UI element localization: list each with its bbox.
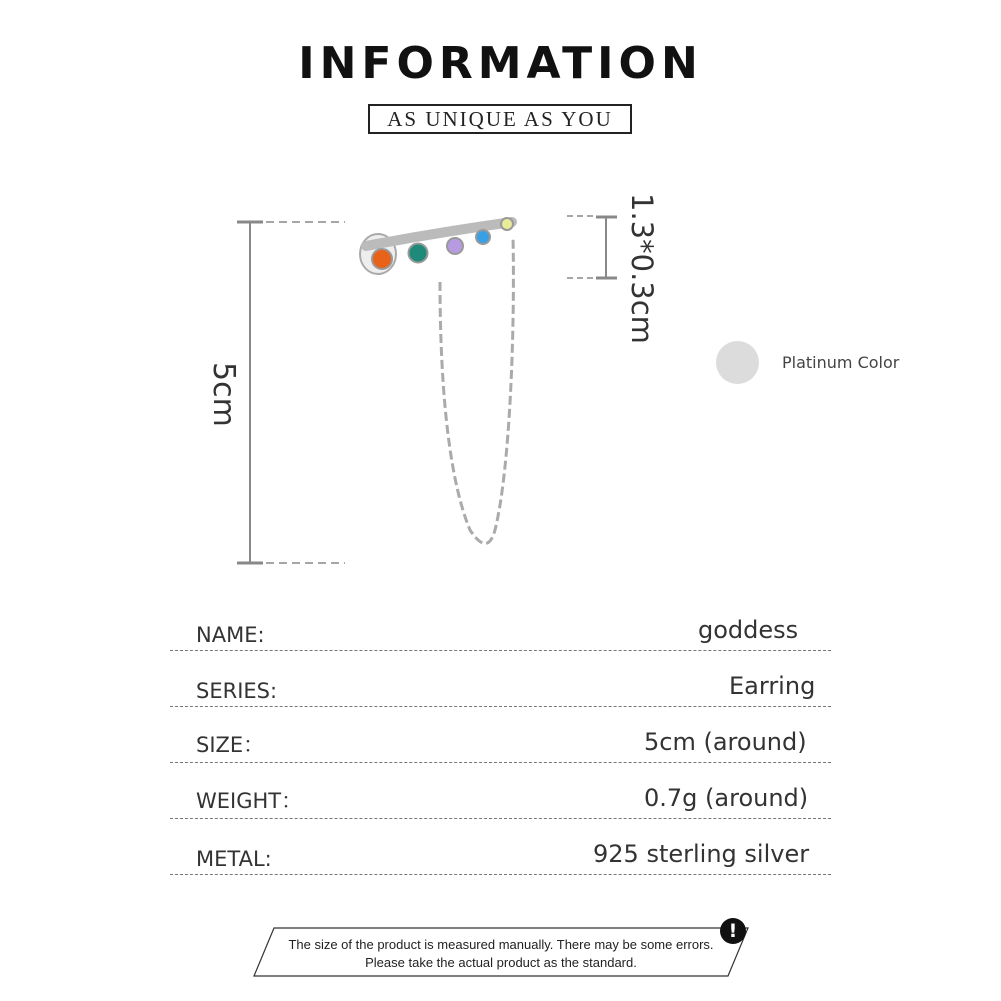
height-label: 5cm	[206, 362, 241, 427]
spec-row-size	[170, 706, 831, 763]
earring-chain	[440, 236, 513, 544]
spec-value: goddess	[698, 616, 799, 644]
spec-row-weight	[170, 762, 831, 819]
subtitle-badge: AS UNIQUE AS YOU	[368, 104, 632, 134]
spec-key: WEIGHT：	[196, 789, 303, 813]
spec-value: Earring	[729, 672, 816, 700]
violet-gem	[447, 238, 463, 254]
color-option-label: Platinum Color	[782, 353, 900, 372]
blue-gem	[476, 230, 490, 244]
spec-value: 925 sterling silver	[593, 840, 810, 868]
earring-stud	[360, 218, 513, 274]
spec-value: 0.7g (around)	[644, 784, 809, 812]
note-line-1: The size of the product is measured manually. There may be some errors.	[288, 937, 714, 952]
spec-key: SIZE：	[196, 733, 265, 757]
orange-gem	[372, 249, 392, 269]
stud-size-label: 1.3*0.3cm	[625, 193, 659, 344]
spec-value: 5cm (around)	[644, 728, 807, 756]
page-title: INFORMATION	[298, 38, 703, 89]
green-gem	[409, 244, 428, 263]
stud-dimension-guide	[567, 216, 617, 278]
height-dimension-guide	[237, 222, 345, 563]
exclamation-icon: !	[720, 918, 746, 944]
yellow-gem	[501, 218, 513, 230]
spec-key: NAME:	[196, 623, 265, 647]
spec-key: METAL:	[196, 847, 272, 871]
spec-key: SERIES:	[196, 679, 278, 703]
spec-row-series	[170, 650, 831, 707]
note-line-2: Please take the actual product as the standard.	[365, 955, 637, 970]
spec-row-metal	[170, 818, 831, 875]
disclaimer-note	[255, 936, 747, 972]
platinum-color-swatch[interactable]	[716, 341, 759, 384]
spec-row-name	[170, 594, 831, 651]
